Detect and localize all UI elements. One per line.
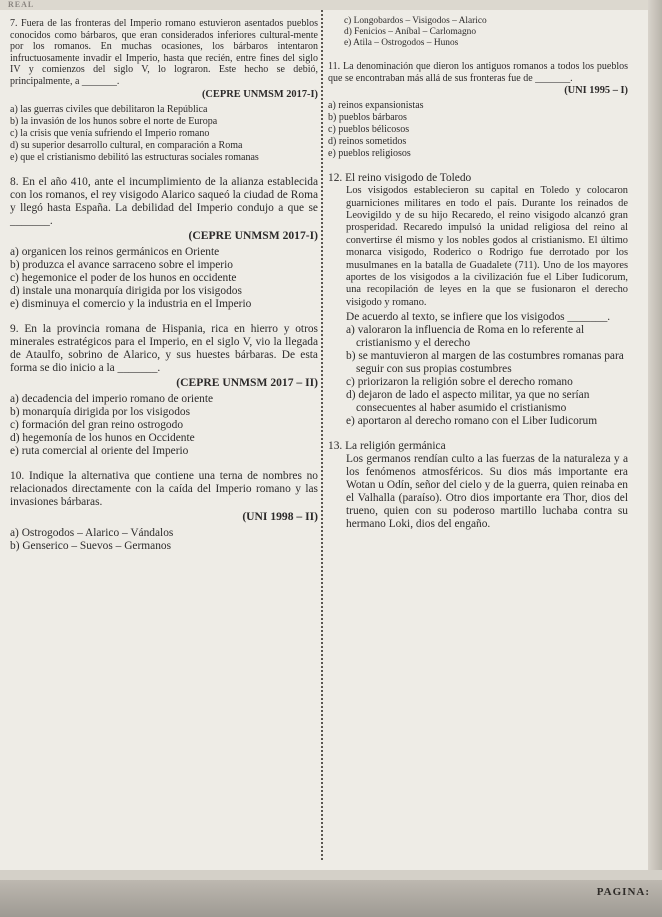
- question-7-text: 7. Fuera de las fronteras del Imperio romano estuvieron asentados pueblos conocidos como bárbaros, que eran considerados inferiores cultural-mente por los romanos. En muchas ocasiones, los bárbaros intentaron infructuosamente invadir el Imperio, hasta que recién, entre fines del siglo IV y comienzos del siglo V, lo lograron. Este hecho se debió, principalmente, a _______.: [10, 18, 318, 87]
- question-13-passage: Los germanos rendían culto a las fuerzas de la naturaleza y a los fenómenos atmosféricos. Su dios más importante era Wotan u Odín, señor del cielo y de la guerra, quien reinaba en el Valhalla (paraíso). Otro dios importante era Thor, dios del trueno, quien con su poderoso martillo luchaba contra su hermano Loki, dios del engaño.: [346, 453, 628, 531]
- question-9: [10, 323, 318, 458]
- question-13-title: 13. La religión germánica: [328, 440, 446, 453]
- question-10-option-c: c) Longobardos – Visigodos – Alarico: [344, 16, 487, 26]
- question-11: [328, 61, 628, 160]
- question-8-option-d: d) instale una monarquía dirigida por los visigodos: [10, 284, 242, 297]
- question-10-option-b: b) Genserico – Suevos – Germanos: [10, 539, 172, 552]
- question-8-option-b: b) produzca el avance sarraceno sobre el imperio: [10, 258, 233, 271]
- question-10-option-d: d) Fenicios – Aníbal – Carlomagno: [344, 27, 477, 37]
- question-11-option-e: e) pueblos religiosos: [328, 148, 411, 160]
- question-7-option-d: d) su superior desarrollo cultural, en comparación a Roma: [10, 139, 243, 151]
- question-12-option-c: c) priorizaron la religión sobre el derecho romano: [346, 376, 573, 389]
- question-7-option-b: b) la invasión de los hunos sobre el norte de Europa: [10, 115, 218, 127]
- question-8-option-c: c) hegemonice el poder de los hunos en occidente: [10, 271, 237, 284]
- question-10: [10, 470, 318, 553]
- question-8-text: 8. En el año 410, ante el incumplimiento de la alianza establecida con los romanos, el rey visigodo Alarico saqueó la ciudad de Roma y llegó hasta España. La debilidad del Imperio condujo a que se _______.: [10, 175, 318, 227]
- question-12-option-b: b) se mantuvieron al margen de las costumbres romanas para seguir con sus propias costumbres: [346, 350, 624, 376]
- question-11-option-d: d) reinos sometidos: [328, 136, 407, 148]
- page-footer-strip: [0, 880, 662, 917]
- question-10-option-a: a) Ostrogodos – Alarico – Vándalos: [10, 526, 174, 539]
- question-12-option-a: a) valoraron la influencia de Roma en lo referente al cristianismo y el derecho: [346, 324, 585, 350]
- right-column: [328, 16, 628, 543]
- page-bottom-edge: [0, 870, 662, 880]
- column-divider: [321, 10, 323, 860]
- question-12-prompt: De acuerdo al texto, se infiere que los visigodos _______.: [346, 311, 611, 324]
- question-11-option-a: a) reinos expansionistas: [328, 100, 424, 112]
- question-9-text: 9. En la provincia romana de Hispania, rica en hierro y otros minerales estratégicos para el Imperio, en el siglo V, vio la llegada de Ataulfo, sobrino de Alarico, y sus huestes bárbaras. De esta forma se dio inicio a la _______.: [10, 322, 318, 374]
- question-9-option-a: a) decadencia del imperio romano de oriente: [10, 392, 214, 405]
- question-9-ref: (CEPRE UNMSM 2017 – II): [176, 375, 318, 389]
- brand-logo: REAL: [8, 0, 35, 9]
- question-11-ref: (UNI 1995 – I): [564, 85, 628, 97]
- question-10-ref: (UNI 1998 – II): [242, 509, 318, 523]
- question-11-option-c: c) pueblos bélicosos: [328, 124, 410, 136]
- top-edge: [0, 0, 662, 10]
- question-12-title: 12. El reino visigodo de Toledo: [328, 172, 472, 185]
- question-13: [328, 440, 628, 531]
- question-12-option-e: e) aportaron al derecho romano con el Liber Iudicorum: [346, 415, 598, 428]
- question-10-text: 10. Indique la alternativa que contiene una terna de nombres no relacionados directamente con la caída del Imperio romano y las invasiones bárbaras.: [10, 469, 318, 508]
- page-number-label: PAGINA:: [596, 886, 650, 898]
- question-10-continued: [328, 16, 628, 49]
- left-column: [10, 18, 318, 565]
- question-9-option-b: b) monarquía dirigida por los visigodos: [10, 405, 191, 418]
- question-7-ref: (CEPRE UNMSM 2017-I): [201, 88, 318, 100]
- question-10-option-e: e) Atila – Ostrogodos – Hunos: [344, 38, 459, 48]
- question-9-option-c: c) formación del gran reino ostrogodo: [10, 418, 184, 431]
- adjacent-page-edge: [648, 0, 662, 880]
- question-7-option-e: e) que el cristianismo debilitó las estructuras sociales romanas: [10, 151, 259, 163]
- question-8: [10, 176, 318, 311]
- question-8-option-a: a) organicen los reinos germánicos en Oriente: [10, 245, 220, 258]
- question-9-option-e: e) ruta comercial al oriente del Imperio: [10, 444, 189, 457]
- question-9-option-d: d) hegemonía de los hunos en Occidente: [10, 431, 195, 444]
- question-12-passage: Los visigodos establecieron su capital en Toledo y colocaron guarniciones militares en todo el país. Durante los reinados de Leovigildo y de su hijo Recaredo, el reino visigodo alcanzó gran prosperidad. Recaredo impulsó la unidad religiosa del reino al convertirse él mismo y los nobles godos al cristianismo. El último monarca visigodo, Roderico o Rodrigo fue derrotado por los musulmanes en la batalla de Guadalete (711). Uno de los mayores aportes de los visigodos a la civilización fue el Liber Iudicorum, una recopilación de leyes en la que se fusionaron el derecho visigodo y romano.: [346, 185, 628, 308]
- question-7-option-a: a) las guerras civiles que debilitaron la República: [10, 103, 208, 115]
- question-8-option-e: e) disminuya el comercio y la industria en el Imperio: [10, 297, 252, 310]
- question-11-option-b: b) pueblos bárbaros: [328, 112, 407, 124]
- question-8-ref: (CEPRE UNMSM 2017-I): [188, 228, 318, 242]
- question-12-option-d: d) dejaron de lado el aspecto militar, ya que no serían consecuentes al haber asumido el cristianismo: [346, 389, 590, 415]
- question-12: [328, 172, 628, 428]
- question-7-option-c: c) la crisis que venía sufriendo el Imperio romano: [10, 127, 210, 139]
- question-11-text: 11. La denominación que dieron los antiguos romanos a todos los pueblos que se encontraban más allá de sus fronteras fue de _______.: [328, 61, 628, 84]
- question-7: [10, 18, 318, 164]
